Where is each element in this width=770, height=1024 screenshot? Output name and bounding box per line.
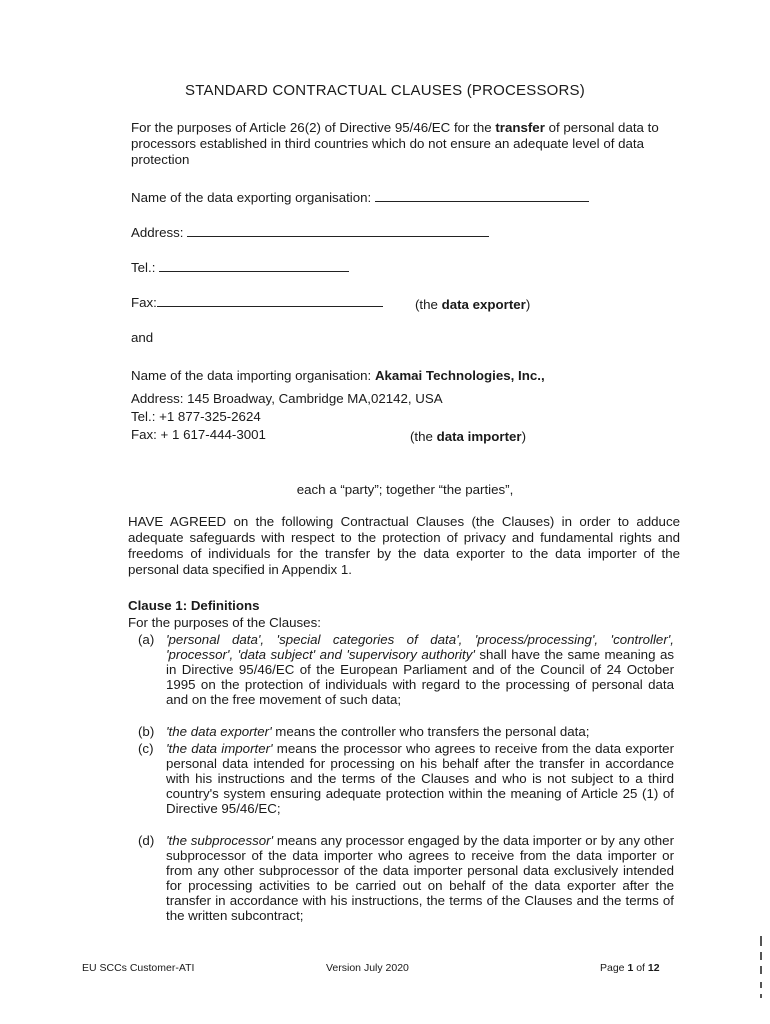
scan-edge-mark <box>760 994 762 998</box>
definition-text <box>166 724 674 739</box>
exporter-tel-blank <box>159 270 349 272</box>
footer-page-pre: Page <box>600 962 628 974</box>
scan-edge-mark <box>760 982 762 988</box>
scan-edge-mark <box>760 952 762 960</box>
exporter-name-field <box>131 190 589 205</box>
parties-line: each a “party”; together “the parties”, <box>296 482 514 497</box>
definition-body: shall have the same meaning as in Directive 95/46/EC of the European Parliament and of the Council of 24 October 1995 on the protection of individuals with regard to the processing of personal data and on the free movement of such data; <box>166 647 674 707</box>
definition-body: means the controller who transfers the personal data; <box>271 724 590 739</box>
definition-term: 'personal data', 'special categories of data', 'process/processing', 'controller', 'processor', 'data subject' and 'supervisory authority' <box>166 632 674 662</box>
footer-page-mid: of <box>633 962 648 974</box>
exporter-address-blank <box>187 235 489 237</box>
exporter-tel-label: Tel.: <box>131 260 156 275</box>
exporter-role-bold: data exporter <box>441 297 526 312</box>
exporter-name-label: Name of the data exporting organisation: <box>131 190 372 205</box>
exporter-fax-blank <box>157 305 383 307</box>
intro-text-pre: For the purposes of Article 26(2) of Directive 95/46/EC for the <box>131 120 496 135</box>
importer-role <box>410 429 526 444</box>
intro-text-bold: transfer <box>495 120 545 135</box>
exporter-fax-label: Fax: <box>131 295 157 310</box>
definition-term: 'the subprocessor' <box>166 833 274 848</box>
importer-name-value: Akamai Technologies, Inc., <box>374 368 545 383</box>
intro-paragraph <box>131 120 691 168</box>
and-text: and <box>131 330 154 345</box>
definition-body: means the processor who agrees to receive from the data exporter personal data intended for processing on his behalf after the transfer in accordance with his instructions and the terms of the Clauses and who is not subject to a third country's system ensuring adequate protection within the meaning of Article 25 (1) of Directive 95/46/EC; <box>166 741 674 816</box>
exporter-role-pre: (the <box>415 297 442 312</box>
importer-fax: Fax: + 1 617-444-3001 <box>131 427 266 442</box>
scan-edge-mark <box>760 936 762 946</box>
definition-text <box>166 833 674 923</box>
definition-body: means any processor engaged by the data importer or by any other subprocessor of the data importer who agrees to receive from the data importer or from any other subprocessor of the data importer personal data exclusively intended for processing activities to be carried out on behalf of the data exporter after the transfer in accordance with his instructions, the terms of the Clauses and the terms of the written subcontract; <box>166 833 674 923</box>
intro-text-post: of personal data to processors established in third countries which do not ensure an adequate level of data protection <box>131 120 659 167</box>
footer-doc-name: EU SCCs Customer-ATI <box>82 962 195 974</box>
clause-1-intro: For the purposes of the Clauses: <box>128 615 321 630</box>
agreed-paragraph: HAVE AGREED on the following Contractual Clauses (the Clauses) in order to adduce adequate safeguards with respect to the protection of privacy and fundamental rights and freedoms of individuals for the transfer by the data exporter to the data importer of the personal data specified in Appendix 1. <box>128 514 680 577</box>
exporter-role-post: ) <box>525 297 531 312</box>
importer-role-pre: (the <box>410 429 437 444</box>
exporter-fax-field <box>131 295 383 310</box>
footer-version: Version July 2020 <box>326 962 409 974</box>
definition-label: (b) <box>138 724 155 739</box>
scan-edge-mark <box>760 966 762 974</box>
importer-role-post: ) <box>521 429 527 444</box>
footer-page-number <box>600 962 660 974</box>
exporter-name-blank <box>375 200 589 202</box>
definition-term: 'the data exporter' <box>166 724 272 739</box>
footer-page-current: 1 <box>627 962 634 974</box>
definition-text <box>166 741 674 816</box>
definition-term: 'the data importer' <box>166 741 273 756</box>
footer-page-total: 12 <box>647 962 660 974</box>
importer-role-bold: data importer <box>436 429 522 444</box>
definition-label: (d) <box>138 833 155 848</box>
exporter-address-field <box>131 225 489 240</box>
importer-name-label: Name of the data importing organisation: <box>131 368 372 383</box>
exporter-address-label: Address: <box>131 225 184 240</box>
importer-name-field <box>131 368 545 383</box>
clause-1-heading: Clause 1: Definitions <box>128 598 260 613</box>
definition-item-b <box>138 724 674 739</box>
definition-text <box>166 632 674 707</box>
definition-item-c <box>138 741 674 816</box>
definition-item-a <box>138 632 674 707</box>
definition-label: (a) <box>138 632 155 647</box>
exporter-tel-field <box>131 260 349 275</box>
definition-item-d <box>138 833 674 923</box>
exporter-role <box>415 297 530 312</box>
importer-address: Address: 145 Broadway, Cambridge MA,02142, USA <box>131 391 443 406</box>
definition-label: (c) <box>138 741 154 756</box>
importer-tel: Tel.: +1 877-325-2624 <box>131 409 261 424</box>
document-title: STANDARD CONTRACTUAL CLAUSES (PROCESSORS) <box>185 82 585 99</box>
